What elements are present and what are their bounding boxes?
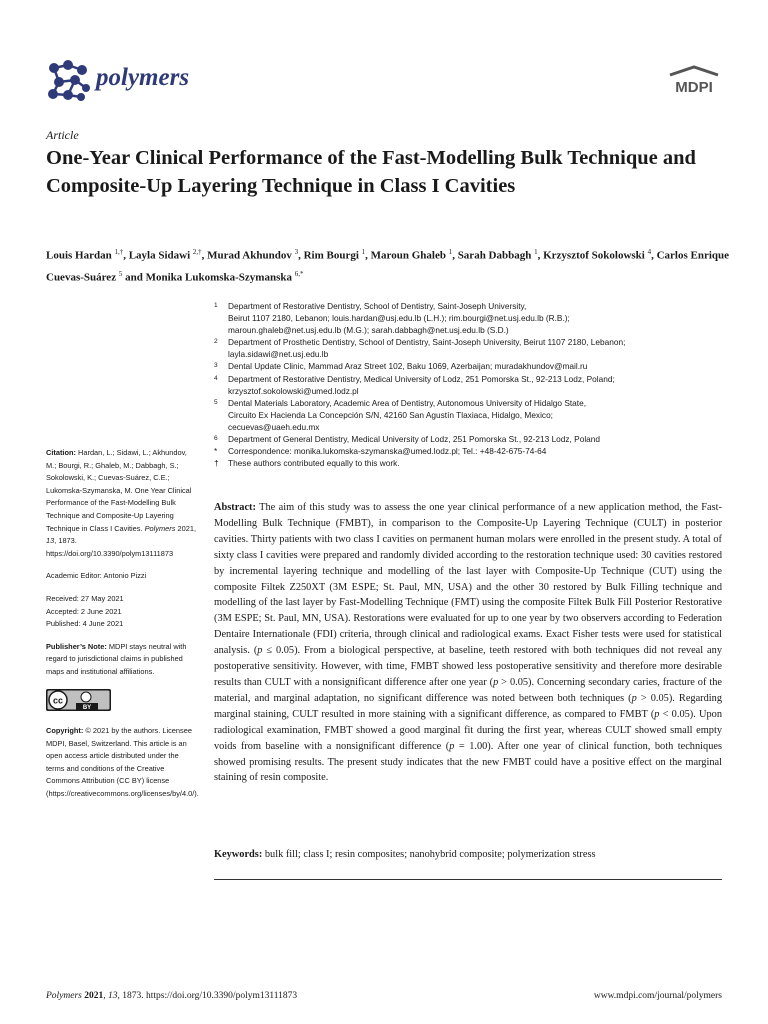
abstract-label: Abstract: [214, 502, 256, 513]
affiliation-marker: 5 [214, 398, 218, 406]
affiliation-marker: 6 [214, 435, 218, 443]
affiliation-line: krzysztof.sokolowski@umed.lodz.pl [228, 385, 359, 396]
affiliation-line: Circuito Ex Hacienda La Concepción S/N, 42160 San Agustín Tlaxiaca, Hidalgo, Mexico; [228, 409, 553, 420]
affiliation-line: Beirut 1107 2180, Lebanon; louis.hardan@usj.edu.lb (L.H.); rim.bourgi@net.usj.edu.lb (R.B.); [228, 313, 570, 324]
author-name: Carlos Enrique Cuevas-Suárez [46, 249, 730, 284]
mdpi-logo-icon [666, 65, 722, 97]
academic-editor: Academic Editor: Antonio Pizzi [46, 571, 147, 581]
citation-year: 2021 [177, 523, 194, 533]
affiliation-marker: 3 [214, 362, 218, 370]
authors-connector: and [125, 271, 143, 284]
svg-text:MDPI: MDPI [675, 79, 713, 96]
citation-journal: Polymers [144, 523, 176, 533]
affiliation-line: Dental Update Clinic, Mammad Araz Street 102, Baku 1069, Azerbaijan; muradakhundov@mail.ru [228, 361, 588, 372]
affiliation-marker: 4 [214, 374, 218, 382]
section-divider [214, 879, 722, 880]
footer-year: 2021 [84, 991, 104, 1001]
abstract-text: > 0.05). Regarding marginal staining, CULT resulted in more staining with a significant difference, as compared to FMBT ( [214, 692, 723, 720]
accepted-date: Accepted: 2 June 2021 [46, 606, 122, 616]
citation-doi[interactable]: , 1873. https://doi.org/10.3390/polym13111873 [46, 536, 174, 558]
svg-text:cc: cc [52, 695, 64, 705]
affiliation-line: Department of Prosthetic Dentistry, School of Dentistry, Saint-Joseph University, Beirut 1107 2180, Lebanon; [228, 337, 626, 348]
author-name: Sarah Dabbagh [457, 249, 532, 262]
published-date: Published: 4 June 2021 [46, 619, 124, 629]
p-value-symbol: p [449, 740, 455, 752]
abstract-text: = 1.00). After one year of clinical function, both techniques showed promising results. The present study indicates that the new FMBT could have a positive effect on the marginal staining of resin composite. [214, 740, 722, 784]
received-date: Received: 27 May 2021 [46, 593, 124, 603]
affiliation-marker: 2 [214, 338, 218, 346]
author-affiliation-marker: 1,† [114, 248, 124, 256]
abstract-text: The aim of this study was to assess the one year clinical performance of a new application method, the Fast-Modelling Bulk Technique (FMBT), in comparison to the Composite-Up Layering Technique (CULT) in posterior cavities. Thirty patients with two class I cavities on permanent human molars were enrolled in the present study. A total of sixty class I cavities were prepared and randomly divided according to the restoration technique used: 30 cavities restored by incremental layering technique and modelling of the last layer with Composite-Up Technique (CUT) using the composite Filtek Z250XT (3M ESPE; St. Paul, MN, USA) and the other 30 restored by Bulk Filling technique and modelling of the last layer by Fast-Modelling Technique (FMT) using the composite Filtek Bulk Fill Posterior Restorative (3M ESPE; St. Paul, MN, USA). Restorations were evaluated for up to one year by two observers according to Federation Dentaire Internationale (FDI) criteria, through clinical and radiological exams. Exact Fisher tests were used for statistical analysis. ( [214, 502, 722, 657]
affiliation-item [214, 457, 734, 469]
author-affiliation-marker: 4 [647, 248, 652, 256]
citation-block: Citation: Hardan, L.; Sidawi, L.; Akhundov, M.; Bourgi, R.; Ghaleb, M.; Dabbagh, S.; Sokolowski, K.; Cuevas-Suárez, C.E.; Lukomska-Szymanska, M. One Year Clinical Performance of the Fast-Modelling Bulk Technique and Composite-Up Layering Technique in Class I Cavities. Polymers 2021, 13, 1873. https://doi.org/10.3390/polym13111873 [46, 448, 196, 558]
keywords [214, 847, 722, 862]
polymers-logo-icon [46, 58, 90, 102]
publisher-note [46, 641, 198, 679]
journal-name: polymers [96, 64, 190, 91]
author-name: Louis Hardan [46, 249, 112, 262]
p-value-symbol: p [654, 708, 660, 720]
affiliation-marker: 1 [214, 302, 218, 309]
author-name: Krzysztof Sokolowski [543, 249, 645, 262]
affiliation-line: layla.sidawi@net.usj.edu.lb [228, 349, 329, 360]
affiliation-marker: † [214, 458, 219, 469]
affiliation-line: Department of General Dentistry, Medical University of Lodz, 251 Pomorska St., 92-213 Lodz, Poland [228, 434, 601, 445]
copyright-text: © 2021 by the authors. Licensee MDPI, Basel, Switzerland. This article is an open access article distributed under the terms and conditions of the Creative Commons Attribution (CC BY) license (https://creativecommons.org/licenses/by/4.0/). [46, 726, 199, 799]
abstract-text: ≤ 0.05). From a biological perspective, at baseline, teeth restored with both techniques did not reveal any postoperative sensitivity. However, with time, FMBT showed less postoperative sensitivity and therefore more desirable results than CULT with a nonsignificant difference after one year ( [214, 645, 722, 688]
copyright-note [46, 725, 198, 801]
citation-label: Citation: [46, 448, 76, 457]
affiliation-item [214, 336, 734, 360]
p-value-symbol: p [493, 676, 499, 688]
abstract-text: > 0.05). Concerning secondary caries, fracture of the material, and marginal adaptation, no significant difference was noted between both techniques ( [214, 676, 722, 704]
p-value-symbol: p [257, 645, 263, 657]
copyright-label: Copyright: [46, 726, 84, 736]
author-affiliation-marker: 6,* [294, 269, 304, 278]
affiliation-item [214, 445, 734, 457]
author-affiliation-marker: 1 [361, 248, 366, 256]
author-name: Monika Lukomska-Szymanska [145, 271, 292, 284]
affiliation-line: Department of Restorative Dentistry, Medical University of Lodz, 251 Pomorska St., 92-213 Lodz, Poland; [228, 373, 615, 384]
p-value-symbol: p [631, 692, 637, 704]
affiliation-line: maroun.ghaleb@net.usj.edu.lb (M.G.); sarah.dabbagh@net.usj.edu.lb (S.D.) [228, 325, 509, 336]
cc-by-license-icon[interactable] [46, 689, 111, 711]
footer-volume: 13 [108, 991, 118, 1001]
footer-citation: Polymers 2021, 13, 1873. https://doi.org/10.3390/polym13111873 [46, 991, 298, 1001]
author-name: Maroun Ghaleb [370, 249, 446, 262]
affiliation-item [214, 300, 734, 336]
citation-text: Hardan, L.; Sidawi, L.; Akhundov, M.; Bourgi, R.; Ghaleb, M.; Dabbagh, S.; Sokolowski, K.; Cuevas-Suárez, C.E.; Lukomska-Szymanska, M. One Year Clinical Performance of the Fast-Modelling Bulk Technique and Composite-Up Layering Technique in Class I Cavities. [46, 448, 192, 533]
affiliation-marker: * [214, 446, 218, 457]
footer-journal: Polymers [46, 991, 82, 1001]
author-affiliation-marker: 5 [118, 269, 123, 278]
author-affiliation-marker: 1 [448, 248, 453, 256]
article-type: Article [46, 128, 79, 142]
affiliation-line: Department of Restorative Dentistry, School of Dentistry, Saint-Joseph University, [228, 301, 527, 311]
author-list: Louis Hardan $^{1,\dagger}$, Layla Sidawi $^{2,\dagger}$, Murad Akhundov $^3$, Rim Bourgi $^1$, Maroun Ghaleb $^1$, Sarah Dabbagh $^1$, Krzysztof Sokolowski $^4$, Carlos Enrique Cuevas-Suárez $^5$ and Monika Lukomska-Szymanska $^{6,*}$ [46, 248, 730, 284]
author-affiliation-marker: 1 [534, 248, 538, 256]
abstract [214, 500, 722, 786]
author-name: Murad Akhundov [207, 249, 292, 262]
affiliation-item [214, 397, 734, 433]
affiliation-line: cecuevas@uaeh.edu.mx [228, 421, 320, 432]
affiliation-line: These authors contributed equally to this work. [228, 458, 400, 469]
svg-text:BY: BY [82, 704, 92, 711]
affiliation-item [214, 373, 734, 397]
author-affiliation-marker: 2,† [192, 248, 202, 256]
keywords-text: bulk fill; class I; resin composites; nanohybrid composite; polymerization stress [264, 849, 596, 860]
affiliation-item [214, 433, 734, 445]
footer-journal-url[interactable]: www.mdpi.com/journal/polymers [593, 991, 722, 1001]
publisher-note-text: MDPI stays neutral with regard to jurisdictional claims in published maps and institutional affiliations. [46, 641, 187, 676]
paper-title: One-Year Clinical Performance of the Fast-Modelling Bulk Technique and Composite-Up Layering Technique in Class I Cavities [46, 147, 696, 197]
article-info-sidebar [46, 447, 198, 811]
author-name: Layla Sidawi [128, 249, 191, 262]
affiliation-line: Dental Materials Laboratory, Academic Area of Dentistry, Autonomous University of Hidalgo State, [228, 397, 587, 408]
author-name: Rim Bourgi [303, 249, 359, 262]
author-affiliation-marker: 3 [294, 248, 299, 256]
affiliation-item [214, 360, 734, 372]
affiliation-line: Correspondence: monika.lukomska-szymanska@umed.lodz.pl; Tel.: +48-42-675-74-64 [228, 446, 547, 457]
citation-volume: 13 [46, 536, 55, 546]
footer-doi[interactable]: , 1873. https://doi.org/10.3390/polym13111873 [117, 991, 298, 1001]
affiliations [214, 300, 734, 469]
abstract-text: < 0.05). Upon radiological examination, FMBT showed a good marginal fit during the first year, whereas CULT showed small empty voids from baseline with a nonsignificant difference ( [214, 708, 722, 752]
keywords-label: Keywords: [214, 849, 263, 860]
publisher-note-label: Publisher’s Note: [46, 641, 107, 651]
